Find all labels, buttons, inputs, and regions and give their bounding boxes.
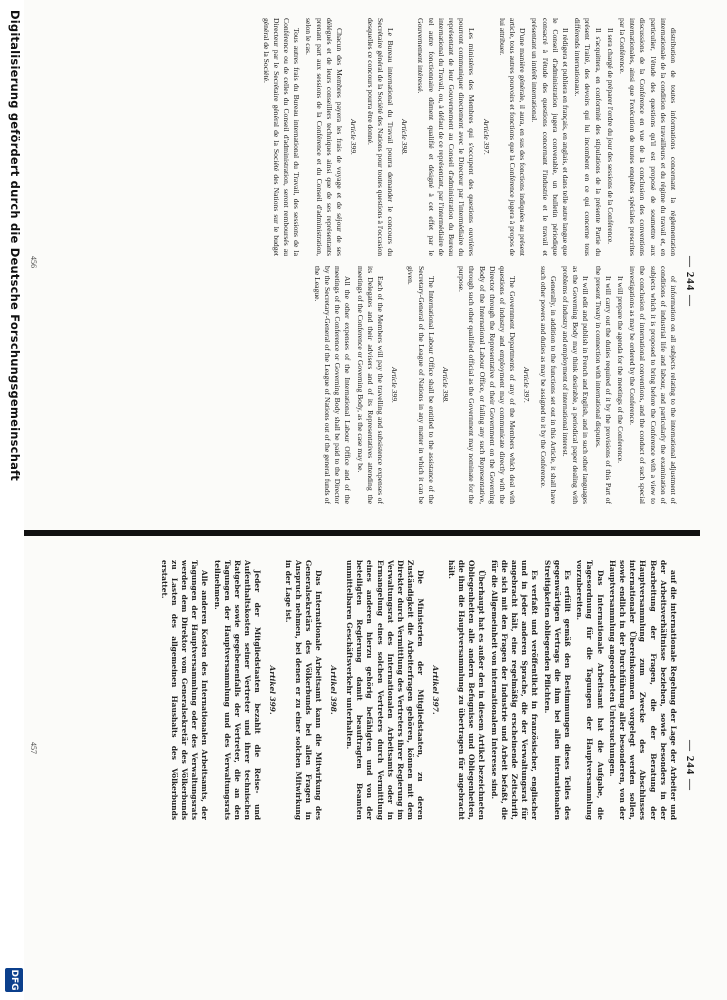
english-column — [38, 266, 678, 504]
left-page-header: — 244 — — [684, 256, 696, 307]
french-paragraph: Il sera chargé de préparer l'ordre du jour des sessions de la Conférence. — [605, 28, 615, 245]
german-paragraph: Die Ministerien der Mitgliedstaaten, zu deren Zuständigkeit die Arbeiterfragen gehören, können mit dem Direkter durch Vermittlung des Vertreters ihrer Regierung im Verwaltungsrat des Internationalen Arbeitsamts oder in Ermangelung eines solchen Vertreters durch Vermittlung eines anderen hierzu gehörig befähigten und von der beteiligten Regierung damit beauftragten Beamten unmittelbaren Geschäftsverkehr unterhalten. — [344, 560, 426, 820]
french-column — [38, 18, 678, 256]
book-gutter — [0, 530, 700, 536]
article-heading: Article 398. — [400, 119, 410, 155]
article-heading: Article 399. — [349, 119, 359, 155]
article-heading: Artikel 397. — [430, 665, 440, 715]
french-paragraph: Le Bureau international du Travail pourra demander le concours du Secrétaire général de la Société des Nations pour toutes questions à l'occasion desquelles ce concours pourra être donné. — [365, 18, 395, 256]
german-paragraph: Jeder der Mitgliedstaaten bezahlt die Reise- und Aufenthaltskosten seiner Vertreter und ihrer technischen Ratgeber sowie gegebenenfalls der Vertreter, die an den Tagungen der Hauptversammlung und des Verwaltungsrats teilnehmen. — [212, 560, 263, 820]
german-column — [38, 560, 678, 820]
article-heading: Article 397. — [481, 119, 491, 155]
english-paragraph: The International Labour Office shall be entitled to the assistance of the Secretary-General of the League of Nations in any matter in which it can be given. — [406, 266, 436, 504]
article-heading: Artikel 398. — [328, 665, 338, 715]
left-page-number: 456 — [29, 256, 38, 268]
english-paragraph: The Government Departments of any of the Members which deal with questions of industry and employment may communicate directly with the Director through the Representative of their Government on the Governing Body of the International Labour Office, or failing any such Representative, through such other qualified official as the Government may nominate for the purpose. — [457, 266, 518, 504]
dfg-footer-text: Digitalisierung gefördert durch die Deutsche Forschungsgemeinschaft — [8, 10, 22, 481]
german-paragraph: Es erfüllt gemäß den Bestimmungen dieses Teiles des gegenwärtigen Vertrags die ihm bei allen internationalen Streitigkeiten obliegenden Pflichten. — [542, 560, 572, 820]
article-heading: Artikel 399. — [267, 665, 277, 715]
dfg-logo-icon: DFG — [5, 968, 23, 992]
right-page-header: — 244 — — [684, 740, 696, 791]
french-paragraph: Les ministères des Membres qui s'occupent des questions ouvrières pourront communiquer directement avec le Directeur par l'intermédiaire du représentant de leur Gouvernement au Conseil d'administration du Bureau international du Travail, ou, à défaut de ce représentant, par l'intermédiaire de tel autre fonctionnaire dûment qualifié et désigné à cet effet par le Gouvernement intéressé. — [416, 18, 477, 256]
german-paragraph: Alle anderen Kosten des Internationalen Arbeitsamts, der Tagungen der Hauptversammlung oder des Verwaltungsrats werden dem Direktor vom Generalsekretär des Völkerbunds zu Lasten des allgemeinen Haushalts des Völkerbunds erstattet. — [159, 560, 210, 820]
english-paragraph: It will prepare the agenda for the meetings of the Conference. — [615, 276, 625, 464]
german-paragraph: Es verfaßt und veröffentlicht in französischer, englischer und in jeder anderen Sprache, die der Verwaltungsrat für angebracht hält, eine regelmäßig erscheinende Zeitschrift, die sich mit den Fragen der Industrie und Arbeit befaßt, die für die Allgemeinheit von internationalem Interesse sind. — [489, 560, 540, 820]
german-paragraph: auf die internationale Regelung der Lage der Arbeiter und der Arbeitsverhältnisse beziehen, sowie besonders in der Bearbeitung der Fragen, die der Beratung der Hauptversammlung zum Zwecke des Abschlusses internationaler Übereinkommen vorgelegt werden sollen, sowie endlich in der Durchführung aller besonderen, von der Hauptversammlung angeordneten Untersuchungen. — [607, 560, 678, 820]
article-heading: Article 397. — [522, 367, 532, 403]
english-paragraph: All the other expenses of the International Labour Office and of the meetings of the Conference or Governing Body shall be paid to the Director by the Secretary-General of the League of Nations out of the general funds of the League. — [312, 266, 353, 504]
english-paragraph: It will carry out the duties required of it by the provisions of this Part of the present Treaty in connection with international disputes. — [593, 266, 613, 504]
english-paragraph: It will edit and publish in French and English, and in such other languages as the Governing Body may think desirable, a periodical paper dealing with problems of industry and employment of international interest. — [560, 266, 591, 504]
french-paragraph: Il rédigera et publiera en français, en anglais, et dans telle autre langue que le Conseil d'administration jugera convenable, un bulletin périodique consacré à l'étude des questions concernant l'industrie et le travail et présentant un intérêt international. — [530, 18, 570, 256]
german-paragraph: Überhaupt hat es außer den in diesem Artikel bezeichneten Obliegenheiten alle andern Befugnisse und Obliegenheiten, die ihm die Hauptversammlung zu übertragen für angebracht hält. — [446, 560, 487, 820]
english-paragraph: Generally, in addition to the functions set out in this Article, it shall have such other powers and duties as may be assigned to it by the Conference. — [538, 266, 558, 504]
french-paragraph: distribution de toutes informations concernant la réglementation internationale de la condition des travailleurs et du régime du travail et, en particulier, l'étude des questions qu'il est proposé de soumettre aux discussions de la Conférence en vue de la conclusion des conventions internationales, ainsi que l'exécution de toutes enquêtes spéciales prescrites par la Conférence. — [617, 18, 678, 256]
french-paragraph: D'une manière générale, il aura, en sus des fonctions indiquées au présent article, tous autres pouvoirs et fonctions que la Conférence jugera à propos de lui attribuer. — [497, 18, 528, 256]
english-paragraph: Each of the Members will pay the travelling and subsistence expenses of its Delegates and their advisers and of its Representatives attending the meetings of the Conference or Governing Body, as the case may be. — [355, 266, 385, 504]
article-heading: Article 399. — [390, 367, 400, 403]
german-paragraph: Das Internationale Arbeitsamt kann die Mitwirkung des Generalsekretärs des Völkerbunds bei allen Fragen in Anspruch nehmen, bei denen er zu einer solchen Mitwirkung in der Lage ist. — [283, 560, 324, 820]
french-paragraph: Tous autres frais du Bureau international du Travail, des sessions de la Conférence ou de celles du Conseil d'administration, seront remboursés au Directeur par le Secrétaire général de la Société des Nations sur le budget général de la Société. — [261, 18, 302, 256]
english-paragraph: of information on all subjects relating to the international adjustment of conditions of industrial life and labour, and particularly the examination of subjects which it is proposed to bring before the Conference with a view to the conclusion of international conventions, and the conduct of such special investigations as may be ordered by the Conference. — [628, 266, 678, 504]
article-heading: Article 398. — [440, 367, 450, 403]
german-paragraph: Das Internationale Arbeitsamt hat die Aufgabe, die Tagesordnung für die Tagungen der Hauptversammlung vorzubereiten. — [575, 560, 605, 820]
french-paragraph: Il s'acquittera, en conformité des stipulations de la présente Partie du présent Traité, des devoirs qui lui incombent en ce qui concerne tous différends internationaux. — [573, 18, 603, 256]
right-page-number: 457 — [29, 742, 38, 754]
french-paragraph: Chacun des Membres payera les frais de voyage et de séjour de ses délégués et de leurs conseillers techniques ainsi que de ses représentants prenant part aux sessions de la Conférence et du Conseil d'administration, selon le cas. — [304, 18, 345, 256]
